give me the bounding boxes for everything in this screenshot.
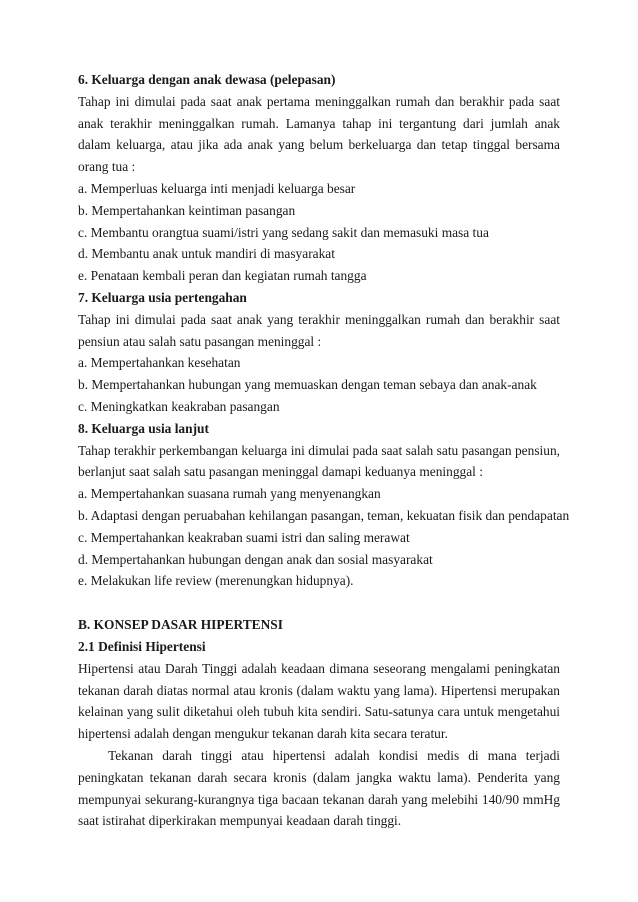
section-b-heading: B. KONSEP DASAR HIPERTENSI [78,617,283,633]
list-item: e. Penataan kembali peran dan kegiatan rumah tangga [78,268,367,284]
section-7-heading: 7. Keluarga usia pertengahan [78,289,247,305]
definition-paragraph: Hipertensi atau Darah Tinggi adalah keadaan dimana seseorang mengalami peningkatan tekanan darah diatas normal atau kronis (dalam waktu yang lama). Hipertensi merupakan kelainan yang sulit diketahui oleh tubuh kita sendiri. Satu-satunya cara untuk mengetahui hipertensi adalah dengan mengukur tekanan darah kita secara teratur. [78,660,560,742]
list-item: c. Mempertahankan keakraban suami istri dan saling merawat [78,529,410,545]
document-page [78,69,570,832]
list-item: e. Melakukan life review (merenungkan hidupnya). [78,573,354,589]
section-7-intro: Tahap ini dimulai pada saat anak yang terakhir meninggalkan rumah dan berakhir saat pensiun atau salah satu pasangan meninggal : [78,311,560,349]
section-6-heading: 6. Keluarga dengan anak dewasa (pelepasan) [78,72,336,87]
list-item: b. Mempertahankan hubungan yang memuaskan dengan teman sebaya dan anak-anak [78,377,537,393]
section-8-intro: Tahap terakhir perkembangan keluarga ini dimulai pada saat salah satu pasangan pensiun, berlanjut saat salah satu pasangan meninggal damapi keduanya meninggal : [78,442,560,480]
list-item: a. Memperluas keluarga inti menjadi keluarga besar [78,180,356,196]
list-item: d. Membantu anak untuk mandiri di masyarakat [78,246,335,262]
list-item: c. Membantu orangtua suami/istri yang sedang sakit dan memasuki masa tua [78,224,489,240]
section-8-heading: 8. Keluarga usia lanjut [78,420,209,436]
list-item: b. Adaptasi dengan peruabahan kehilangan pasangan, teman, kekuatan fisik dan pendapatan [78,507,570,523]
section-spacer [78,592,560,614]
list-item: b. Mempertahankan keintiman pasangan [78,202,296,218]
hypertension-paragraph: Tekanan darah tinggi atau hipertensi adalah kondisi medis di mana terjadi peningkatan tekanan darah secara kronis (dalam jangka waktu lama). Penderita yang mempunyai sekurang-kurangnya tiga bacaan tekanan darah yang melebihi 140/90 mmHg saat istirahat diperkirakan mempunyai keadaan darah tinggi. [78,747,560,829]
list-item: c. Meningkatkan keakraban pasangan [78,398,280,414]
list-item: a. Mempertahankan kesehatan [78,355,241,371]
section-6-intro: Tahap ini dimulai pada saat anak pertama meninggalkan rumah dan berakhir pada saat anak terakhir meninggalkan rumah. Lamanya tahap ini tergantung dari jumlah anak dalam keluarga, atau jika ada anak yang belum berkeluarga dan tetap tinggal bersama orang tua : [78,93,560,175]
subsection-heading: 2.1 Definisi Hipertensi [78,638,206,654]
list-item: d. Mempertahankan hubungan dengan anak dan sosial masyarakat [78,551,433,567]
list-item: a. Mempertahankan suasana rumah yang menyenangkan [78,486,381,502]
